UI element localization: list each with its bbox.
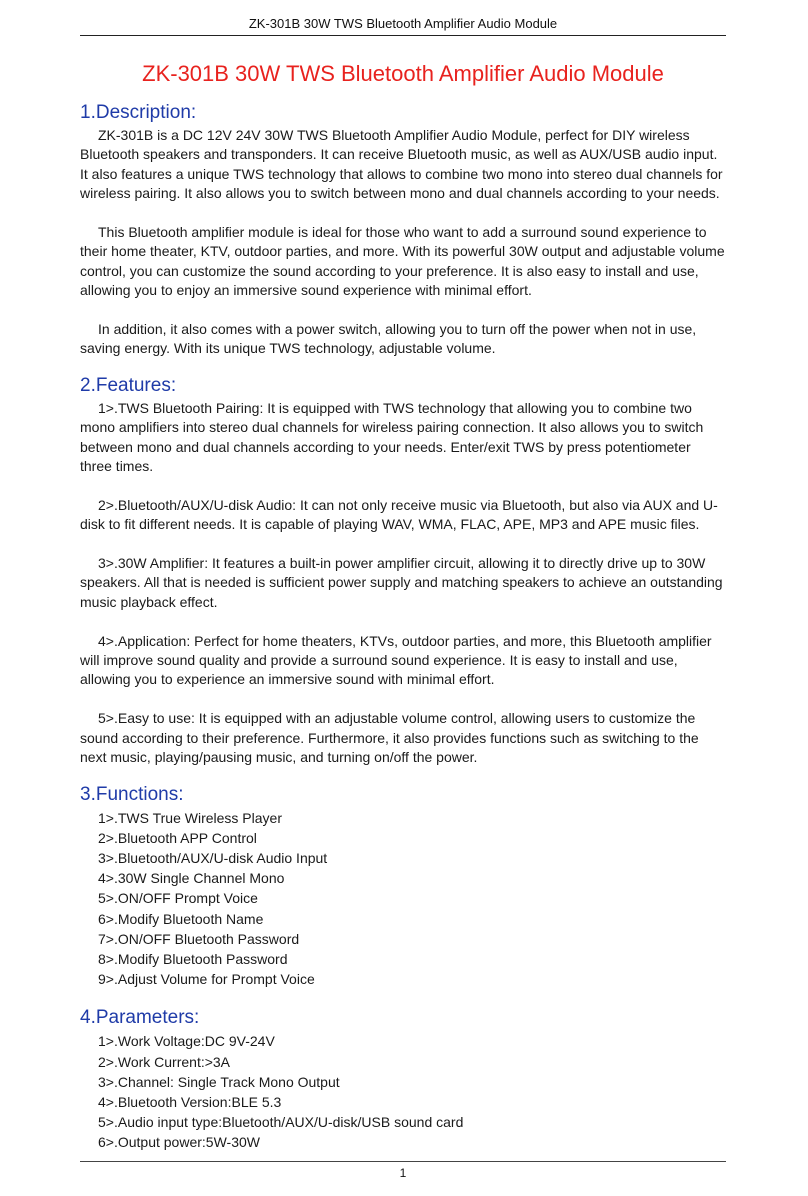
section-heading-features: 2.Features: (80, 374, 177, 396)
page-number: 1 (399, 1166, 407, 1180)
section-heading-functions: 3.Functions: (80, 783, 184, 805)
feature-paragraph: 3>.30W Amplifier: It features a built-in power amplifier circuit, allowing it to directly drive up to 30W speakers. All that is needed is sufficient power supply and matching speakers to achieve an outstanding music playback effect. (80, 555, 723, 610)
section-heading-description: 1.Description: (80, 102, 197, 123)
header-divider (80, 35, 726, 36)
function-item: 9>.Adjust Volume for Prompt Voice (98, 971, 315, 988)
parameter-item: 2>.Work Current:>3A (98, 1053, 231, 1070)
description-paragraph: In addition, it also comes with a power switch, allowing you to turn off the power when not in use, saving energy. With its unique TWS technology, adjustable volume. (80, 321, 697, 357)
function-item: 2>.Bluetooth APP Control (98, 829, 257, 846)
function-item: 1>.TWS True Wireless Player (98, 809, 282, 826)
function-item: 3>.Bluetooth/AUX/U-disk Audio Input (98, 849, 328, 866)
feature-paragraph: 2>.Bluetooth/AUX/U-disk Audio: It can not only receive music via Bluetooth, but also via AUX and U-disk to fit different needs. It is capable of playing WAV, WMA, FLAC, APE, MP3 and APE music files. (80, 496, 718, 533)
parameter-item: 5>.Audio input type:Bluetooth/AUX/U-disk/USB sound card (98, 1114, 464, 1131)
section-features (80, 373, 726, 768)
function-item: 6>.Modify Bluetooth Name (98, 910, 264, 927)
function-item: 4>.30W Single Channel Mono (98, 870, 285, 887)
footer-divider (80, 1161, 726, 1162)
parameter-item: 6>.Output power:5W-30W (98, 1134, 260, 1151)
section-description (80, 100, 726, 359)
parameters-list (80, 1031, 726, 1152)
document-title: ZK-301B 30W TWS Bluetooth Amplifier Audio Module (142, 61, 664, 86)
running-header: ZK-301B 30W TWS Bluetooth Amplifier Audio Module (248, 16, 558, 31)
description-paragraph: This Bluetooth amplifier module is ideal for those who want to add a surround sound experience to their home theater, KTV, outdoor parties, and more. With its powerful 30W output and adjustable volume control, you can customize the sound according to your preference. It is also easy to install and use, allowing you to enjoy an immersive sound experience with minimal effort. (80, 224, 725, 299)
parameter-item: 1>.Work Voltage:DC 9V-24V (98, 1033, 275, 1050)
document-body (80, 58, 726, 1153)
parameter-item: 4>.Bluetooth Version:BLE 5.3 (98, 1093, 282, 1110)
function-item: 5>.ON/OFF Prompt Voice (98, 890, 258, 907)
description-paragraph: ZK-301B is a DC 12V 24V 30W TWS Bluetooth Amplifier Audio Module, perfect for DIY wireless Bluetooth speakers and transponders. It can receive Bluetooth music, as well as AUX/USB audio input. It also features a unique TWS technology that allows to combine two mono into stereo dual channels for wireless pairing. It also allows you to switch between mono and dual channels according to your needs. (80, 127, 723, 202)
feature-paragraph: 1>.TWS Bluetooth Pairing: It is equipped with TWS technology that allowing you to combine two mono amplifiers into stereo dual channels for wireless pairing connection. It also allows you to switch between mono and dual channels according to your needs. Enter/exit TWS by press potentiometer three times. (80, 399, 704, 475)
section-heading-parameters: 4.Parameters: (80, 1007, 200, 1029)
function-item: 7>.ON/OFF Bluetooth Password (98, 930, 300, 947)
functions-list (80, 808, 726, 990)
section-parameters (80, 1005, 726, 1152)
parameter-item: 3>.Channel: Single Track Mono Output (98, 1073, 340, 1090)
function-item: 8>.Modify Bluetooth Password (98, 950, 288, 967)
section-functions (80, 782, 726, 990)
feature-paragraph: 5>.Easy to use: It is equipped with an adjustable volume control, allowing users to customize the sound according to their preference. Furthermore, it also provides functions such as switching to the next music, playing/pausing music, and turning on/off the power. (80, 710, 699, 766)
feature-paragraph: 4>.Application: Perfect for home theaters, KTVs, outdoor parties, and more, this Bluetooth amplifier will improve sound quality and provide a surround sound experience. It is easy to install and use, allowing you to experience an immersive sound with minimal effort. (80, 632, 712, 688)
